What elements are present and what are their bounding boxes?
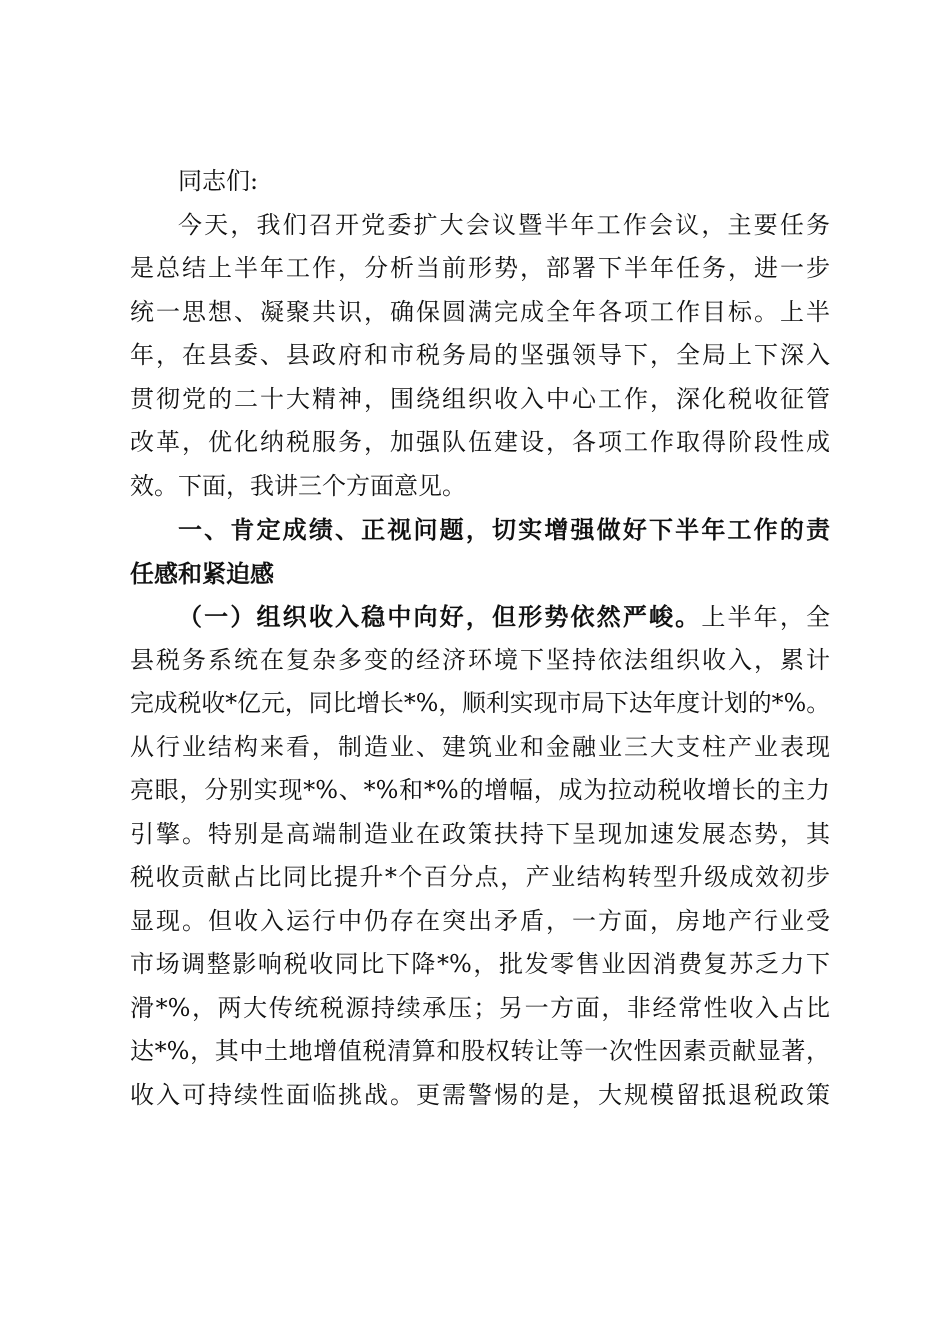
paragraph-line: 滑*%，两大传统税源持续承压；另一方面，非经常性收入占比 [130, 993, 830, 1022]
heading-line: 一、肯定成绩、正视问题，切实增强做好下半年工作的责 [178, 515, 830, 544]
paragraph-line [130, 595, 830, 639]
subheading-title: （一）组织收入稳中向好，但形势依然严峻。 [178, 602, 702, 631]
paragraph-line: 统一思想、凝聚共识，确保圆满完成全年各项工作目标。上半 [130, 297, 830, 326]
paragraph-line: 完成税收*亿元，同比增长*%，顺利实现市局下达年度计划的*%。 [130, 689, 830, 717]
paragraph-line: 引擎。特别是高端制造业在政策扶持下呈现加速发展态势，其 [130, 819, 830, 848]
paragraph-line: 亮眼，分别实现*%、*%和*%的增幅，成为拉动税收增长的主力 [130, 776, 830, 804]
paragraph-line: 县税务系统在复杂多变的经济环境下坚持依法组织收入，累计 [130, 645, 830, 674]
paragraph-line: 效。下面，我讲三个方面意见。 [130, 471, 466, 500]
paragraph-opening [130, 204, 830, 509]
paragraph-line: 改革，优化纳税服务，加强队伍建设，各项工作取得阶段性成 [130, 428, 830, 456]
section-heading-1 [130, 508, 830, 595]
paragraph-line: 市场调整影响税收同比下降*%，批发零售业因消费复苏乏力下 [130, 950, 830, 978]
paragraph-line: 是总结上半年工作，分析当前形势，部署下半年任务，进一步 [130, 254, 830, 282]
paragraph-line: 贯彻党的二十大精神，围绕组织收入中心工作，深化税收征管 [130, 384, 830, 413]
subheading-continuation: 上半年，全 [701, 603, 831, 631]
salutation: 同志们: [178, 167, 259, 195]
heading-line: 任感和紧迫感 [130, 558, 274, 588]
paragraph-line: 今天，我们召开党委扩大会议暨半年工作会议，主要任务 [178, 210, 830, 239]
paragraph-line: 从行业结构来看，制造业、建筑业和金融业三大支柱产业表现 [130, 732, 830, 761]
paragraph-line: 年，在县委、县政府和市税务局的坚强领导下，全局上下深入 [130, 341, 830, 369]
paragraph-line: 达*%，其中土地增值税清算和股权转让等一次性因素贡献显著， [130, 1037, 830, 1065]
paragraph-line: 收入可持续性面临挑战。更需警惕的是，大规模留抵退税政策 [130, 1080, 830, 1109]
document-body [130, 160, 830, 1117]
paragraph-line: 税收贡献占比同比提升*个百分点，产业结构转型升级成效初步 [130, 863, 830, 891]
paragraph-income [130, 595, 830, 1117]
paragraph-line: 显现。但收入运行中仍存在突出矛盾，一方面，房地产行业受 [130, 906, 830, 935]
